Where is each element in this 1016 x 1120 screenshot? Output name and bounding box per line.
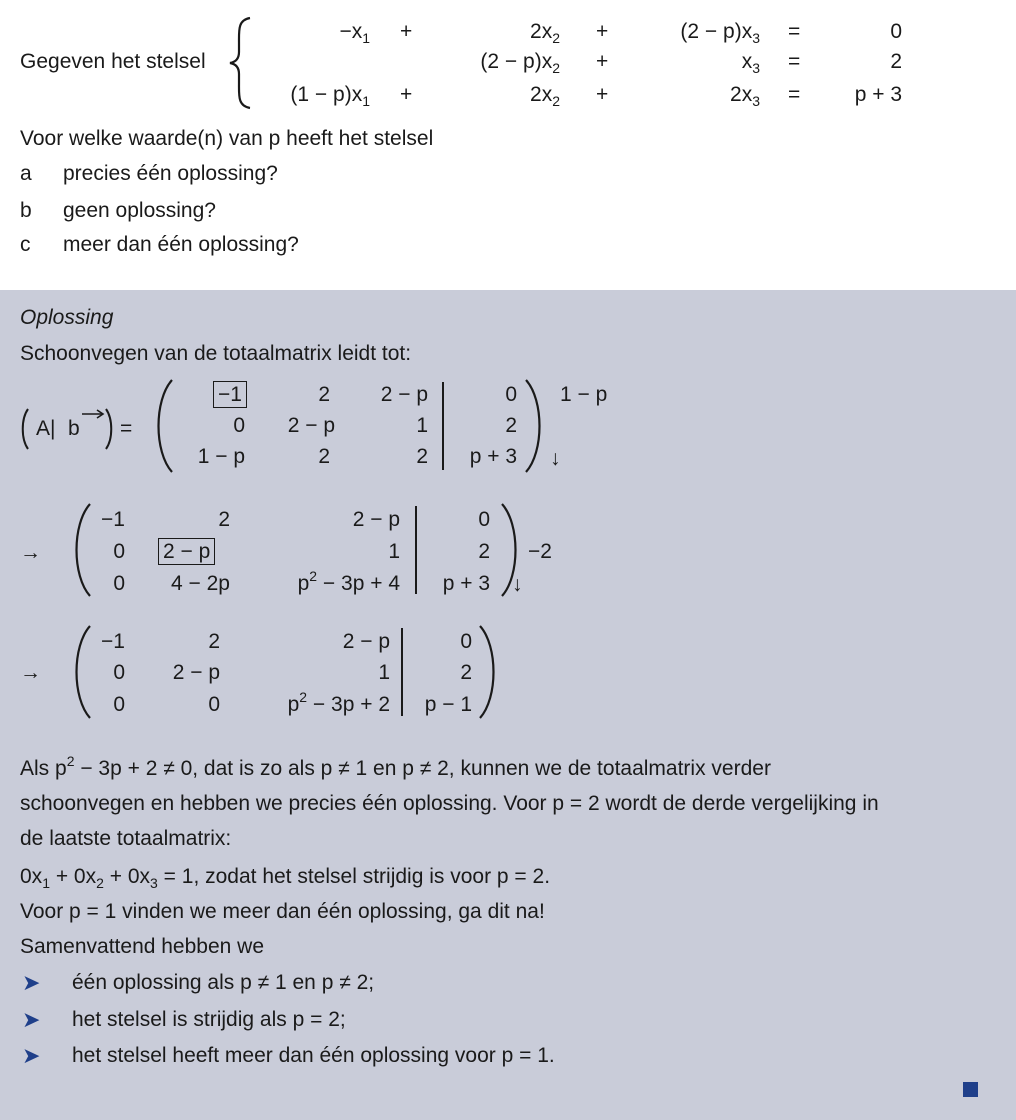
m3-r2c4: 2 bbox=[460, 661, 472, 684]
item-a-text: precies één oplossing? bbox=[63, 162, 278, 185]
summary-intro: Samenvattend hebben we bbox=[20, 935, 265, 958]
eq3-rhs: p + 3 bbox=[854, 83, 902, 106]
m1-row-operation: 1 − p bbox=[560, 383, 608, 406]
eq2-rhs: 2 bbox=[890, 50, 902, 73]
matrix2-separator bbox=[415, 506, 417, 594]
eq3-term3: $2x_3$ bbox=[730, 83, 760, 109]
m3-r1c3: 2 − p bbox=[342, 630, 390, 653]
m1-r1c2: 2 bbox=[318, 383, 330, 406]
m3-r1c4: 0 bbox=[460, 630, 472, 653]
m1-r2c1: 0 bbox=[233, 414, 245, 437]
para1-line1: Als $p^2 - 3p + 2 \ne 0$, dat is zo als p ≠ 1 en p ≠ 2, kunnen we de totaalmatrix verder bbox=[20, 753, 771, 780]
eq2-equals: = bbox=[788, 50, 801, 73]
system-intro: Gegeven het stelsel bbox=[20, 50, 206, 73]
matrix3-separator bbox=[401, 628, 403, 716]
eq3-term2: $2x_2$ bbox=[530, 83, 560, 109]
m1-r3c3: 2 bbox=[416, 445, 428, 468]
m1-r1c4: 0 bbox=[505, 383, 517, 406]
question-text: Voor welke waarde(n) van p heeft het stelsel bbox=[20, 127, 434, 150]
m1-r3c1: 1 − p bbox=[197, 445, 245, 468]
end-of-proof-square-icon bbox=[963, 1082, 978, 1097]
m1-r3c2: 2 bbox=[318, 445, 330, 468]
m2-r2c3: 1 bbox=[388, 540, 400, 563]
p1-line: Voor p = 1 vinden we meer dan één oplossing, ga dit na! bbox=[20, 900, 545, 923]
m3-r3c3: $p^2 - 3p + 2$ bbox=[287, 689, 390, 716]
augmented-matrix-a: A| bbox=[36, 417, 56, 440]
eq1-equals: = bbox=[788, 20, 801, 43]
m1-r3c4: p + 3 bbox=[469, 445, 517, 468]
m3-r1c2: 2 bbox=[208, 630, 220, 653]
bullet-arrow-icon: ➤ bbox=[22, 970, 41, 995]
eq1-term3: $(2 - p)x_3$ bbox=[680, 20, 760, 46]
eq3-equals: = bbox=[788, 83, 801, 106]
m2-r1c4: 0 bbox=[478, 508, 490, 531]
equals-sign: = bbox=[120, 417, 133, 440]
solution-intro: Schoonvegen van de totaalmatrix leidt tot: bbox=[20, 342, 412, 365]
m2-r3c1: 0 bbox=[113, 572, 125, 595]
arrow-1: → bbox=[20, 541, 41, 564]
eq3-op1: + bbox=[400, 83, 413, 106]
arrow-2: → bbox=[20, 661, 41, 684]
eq1-term1: $-x_1$ bbox=[339, 20, 370, 46]
m2-r1c1: −1 bbox=[101, 508, 125, 531]
m3-r3c1: 0 bbox=[113, 693, 125, 716]
bullet-3-text: het stelsel heeft meer dan één oplossing voor p = 1. bbox=[72, 1044, 555, 1067]
m3-r2c2: 2 − p bbox=[172, 661, 220, 684]
m2-row-operation: −2 bbox=[528, 540, 552, 563]
eq2-term2: $(2 - p)x_2$ bbox=[480, 50, 560, 76]
m2-r3c4: p + 3 bbox=[442, 572, 490, 595]
bullet-1-text: één oplossing als p ≠ 1 en p ≠ 2; bbox=[72, 971, 375, 994]
bullet-2-text: het stelsel is strijdig als p = 2; bbox=[72, 1008, 346, 1031]
bullet-arrow-icon: ➤ bbox=[22, 1043, 41, 1068]
eq2-op2: + bbox=[596, 50, 609, 73]
item-a-label: a bbox=[20, 162, 32, 185]
m2-r1c2: 2 bbox=[218, 508, 230, 531]
eq3-term1: $(1 - p)x_1$ bbox=[290, 83, 370, 109]
m3-r1c1: −1 bbox=[101, 630, 125, 653]
m2-r2c4: 2 bbox=[478, 540, 490, 563]
m1-r2c4: 2 bbox=[505, 414, 517, 437]
para1-line3: de laatste totaalmatrix: bbox=[20, 827, 232, 850]
solution-heading: Oplossing bbox=[20, 306, 114, 329]
m3-r2c3: 1 bbox=[378, 661, 390, 684]
item-b-text: geen oplossing? bbox=[63, 199, 216, 222]
m3-r3c2: 0 bbox=[208, 693, 220, 716]
m1-r1c1: −1 bbox=[165, 382, 245, 408]
m2-r2c1: 0 bbox=[113, 540, 125, 563]
m1-r2c3: 1 bbox=[416, 414, 428, 437]
para1-line2: schoonvegen en hebben we precies één oplossing. Voor p = 2 wordt de derde vergelijking in bbox=[20, 792, 879, 815]
item-b-label: b bbox=[20, 199, 32, 222]
m2-r3c2: 4 − 2p bbox=[171, 572, 230, 595]
contradiction-equation: $0x_1 + 0x_2 + 0x_3 = 1$, zodat het stelsel strijdig is voor p = 2. bbox=[20, 865, 551, 891]
m2-r1c3: 2 − p bbox=[352, 508, 400, 531]
m1-r2c2: 2 − p bbox=[287, 414, 335, 437]
eq3-op2: + bbox=[596, 83, 609, 106]
vector-b: b bbox=[68, 417, 80, 440]
eq1-rhs: 0 bbox=[890, 20, 902, 43]
item-c-label: c bbox=[20, 233, 31, 256]
bullet-arrow-icon: ➤ bbox=[22, 1007, 41, 1032]
item-c-text: meer dan één oplossing? bbox=[63, 233, 299, 256]
m3-r3c4: p − 1 bbox=[424, 693, 472, 716]
eq1-op1: + bbox=[400, 20, 413, 43]
m1-down-arrow: ↓ bbox=[550, 447, 561, 470]
m2-r2c2: 2 − p bbox=[160, 539, 213, 565]
m3-r2c1: 0 bbox=[113, 661, 125, 684]
eq1-op2: + bbox=[596, 20, 609, 43]
m1-r1c3: 2 − p bbox=[380, 383, 428, 406]
eq2-term3: $x_3$ bbox=[741, 50, 760, 76]
m2-down-arrow: ↓ bbox=[512, 573, 523, 596]
m2-r3c3: $p^2 - 3p + 4$ bbox=[297, 568, 400, 595]
eq1-term2: $2x_2$ bbox=[530, 20, 560, 46]
